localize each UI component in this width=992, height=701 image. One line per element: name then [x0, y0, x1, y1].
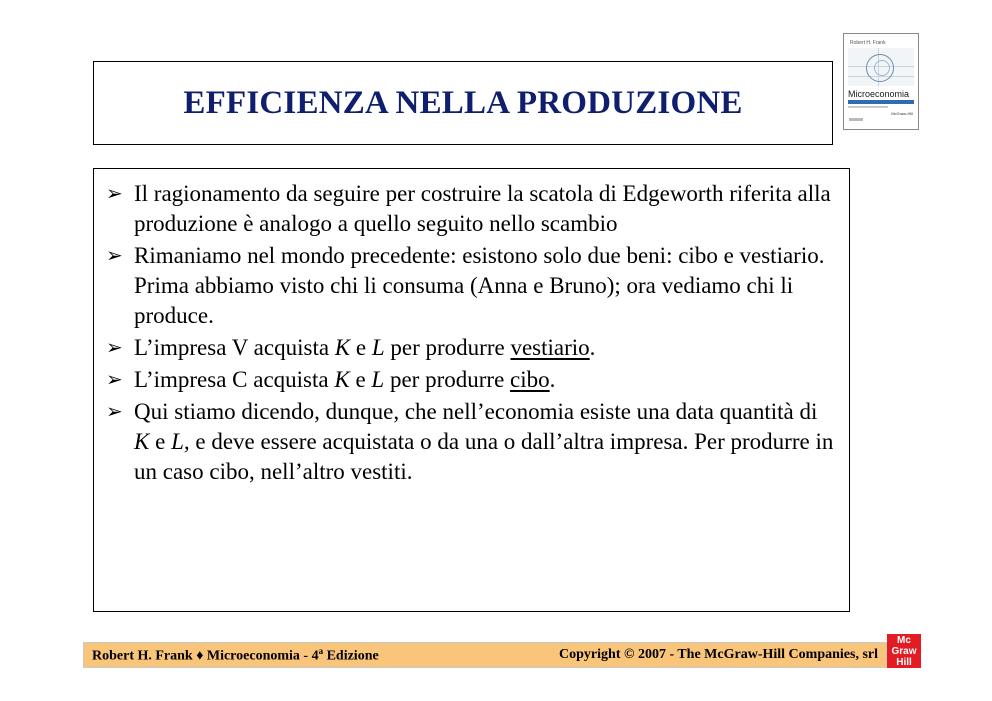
bullet-text-part: per produrre [384, 335, 511, 360]
arrow-bullet-icon: ➢ [106, 183, 123, 205]
bullet-item [106, 365, 835, 395]
arrow-bullet-icon: ➢ [106, 337, 123, 359]
footer-copyright: Copyright © 2007 - The McGraw-Hill Companies, srl [559, 647, 878, 662]
mcgraw-hill-logo: Mc Graw Hill [887, 634, 921, 668]
slide-title: EFFICIENZA NELLA PRODUZIONE [183, 84, 743, 121]
capital-symbol: K [334, 367, 350, 392]
bullet-item [106, 333, 835, 363]
bullet-text-part: e [350, 335, 372, 360]
bullet-item [106, 179, 835, 239]
bullet-text-part: L’impresa V acquista [134, 335, 335, 360]
title-box [93, 61, 833, 145]
cover-art [848, 48, 914, 86]
capital-symbol: K [334, 335, 351, 360]
arrow-bullet-icon: ➢ [106, 245, 123, 267]
capital-symbol: K [134, 429, 150, 454]
bullet-text-part: L’impresa C acquista [134, 367, 335, 392]
bullet-text-part: e deve essere acquistata o da una o dall’altra impresa. Per produrre in un caso cibo, nell’altro vestiti. [134, 429, 834, 484]
bullet-item [106, 241, 835, 331]
bullet-list [106, 179, 835, 487]
footer-left: Robert H. Frank ♦ Microeconomia - 4$^a$ Edizione [92, 645, 379, 664]
bullet-text-part: Qui stiamo dicendo, dunque, che nell’economia esiste una data quantità di [134, 399, 818, 424]
bullet-text: Il ragionamento da seguire per costruire la scatola di Edgeworth riferita alla produzione è analogo a quello seguito nello scambio [134, 181, 831, 236]
cover-publisher: McGraw-Hill [891, 111, 913, 116]
good-underlined: cibo [510, 367, 550, 392]
cover-stripe [848, 100, 914, 104]
bullet-text: Rimaniamo nel mondo precedente: esistono solo due beni: cibo e vestiario. Prima abbiamo visto chi li consuma (Anna e Bruno); ora vediamo chi li produce. [134, 243, 825, 328]
labor-symbol: L [371, 335, 385, 360]
footer-bar [83, 642, 887, 668]
bullet-text-part: per produrre [384, 367, 511, 392]
content-box [93, 168, 850, 612]
bullet-text-part: . [549, 367, 556, 392]
good-underlined: vestiario [510, 335, 590, 360]
bullet-text-part: e [349, 367, 372, 392]
arrow-bullet-icon: ➢ [106, 369, 123, 391]
bullet-text-part: e [149, 429, 172, 454]
bullet-item [106, 397, 835, 487]
arrow-bullet-icon: ➢ [106, 401, 123, 423]
labor-symbol: L, [171, 429, 190, 454]
bullet-text-part: . [589, 335, 596, 360]
cover-author: Robert H. Frank [850, 40, 886, 46]
labor-symbol: L [371, 367, 385, 392]
cover-title: Microeconomia [848, 89, 910, 99]
book-cover-image [843, 33, 919, 130]
